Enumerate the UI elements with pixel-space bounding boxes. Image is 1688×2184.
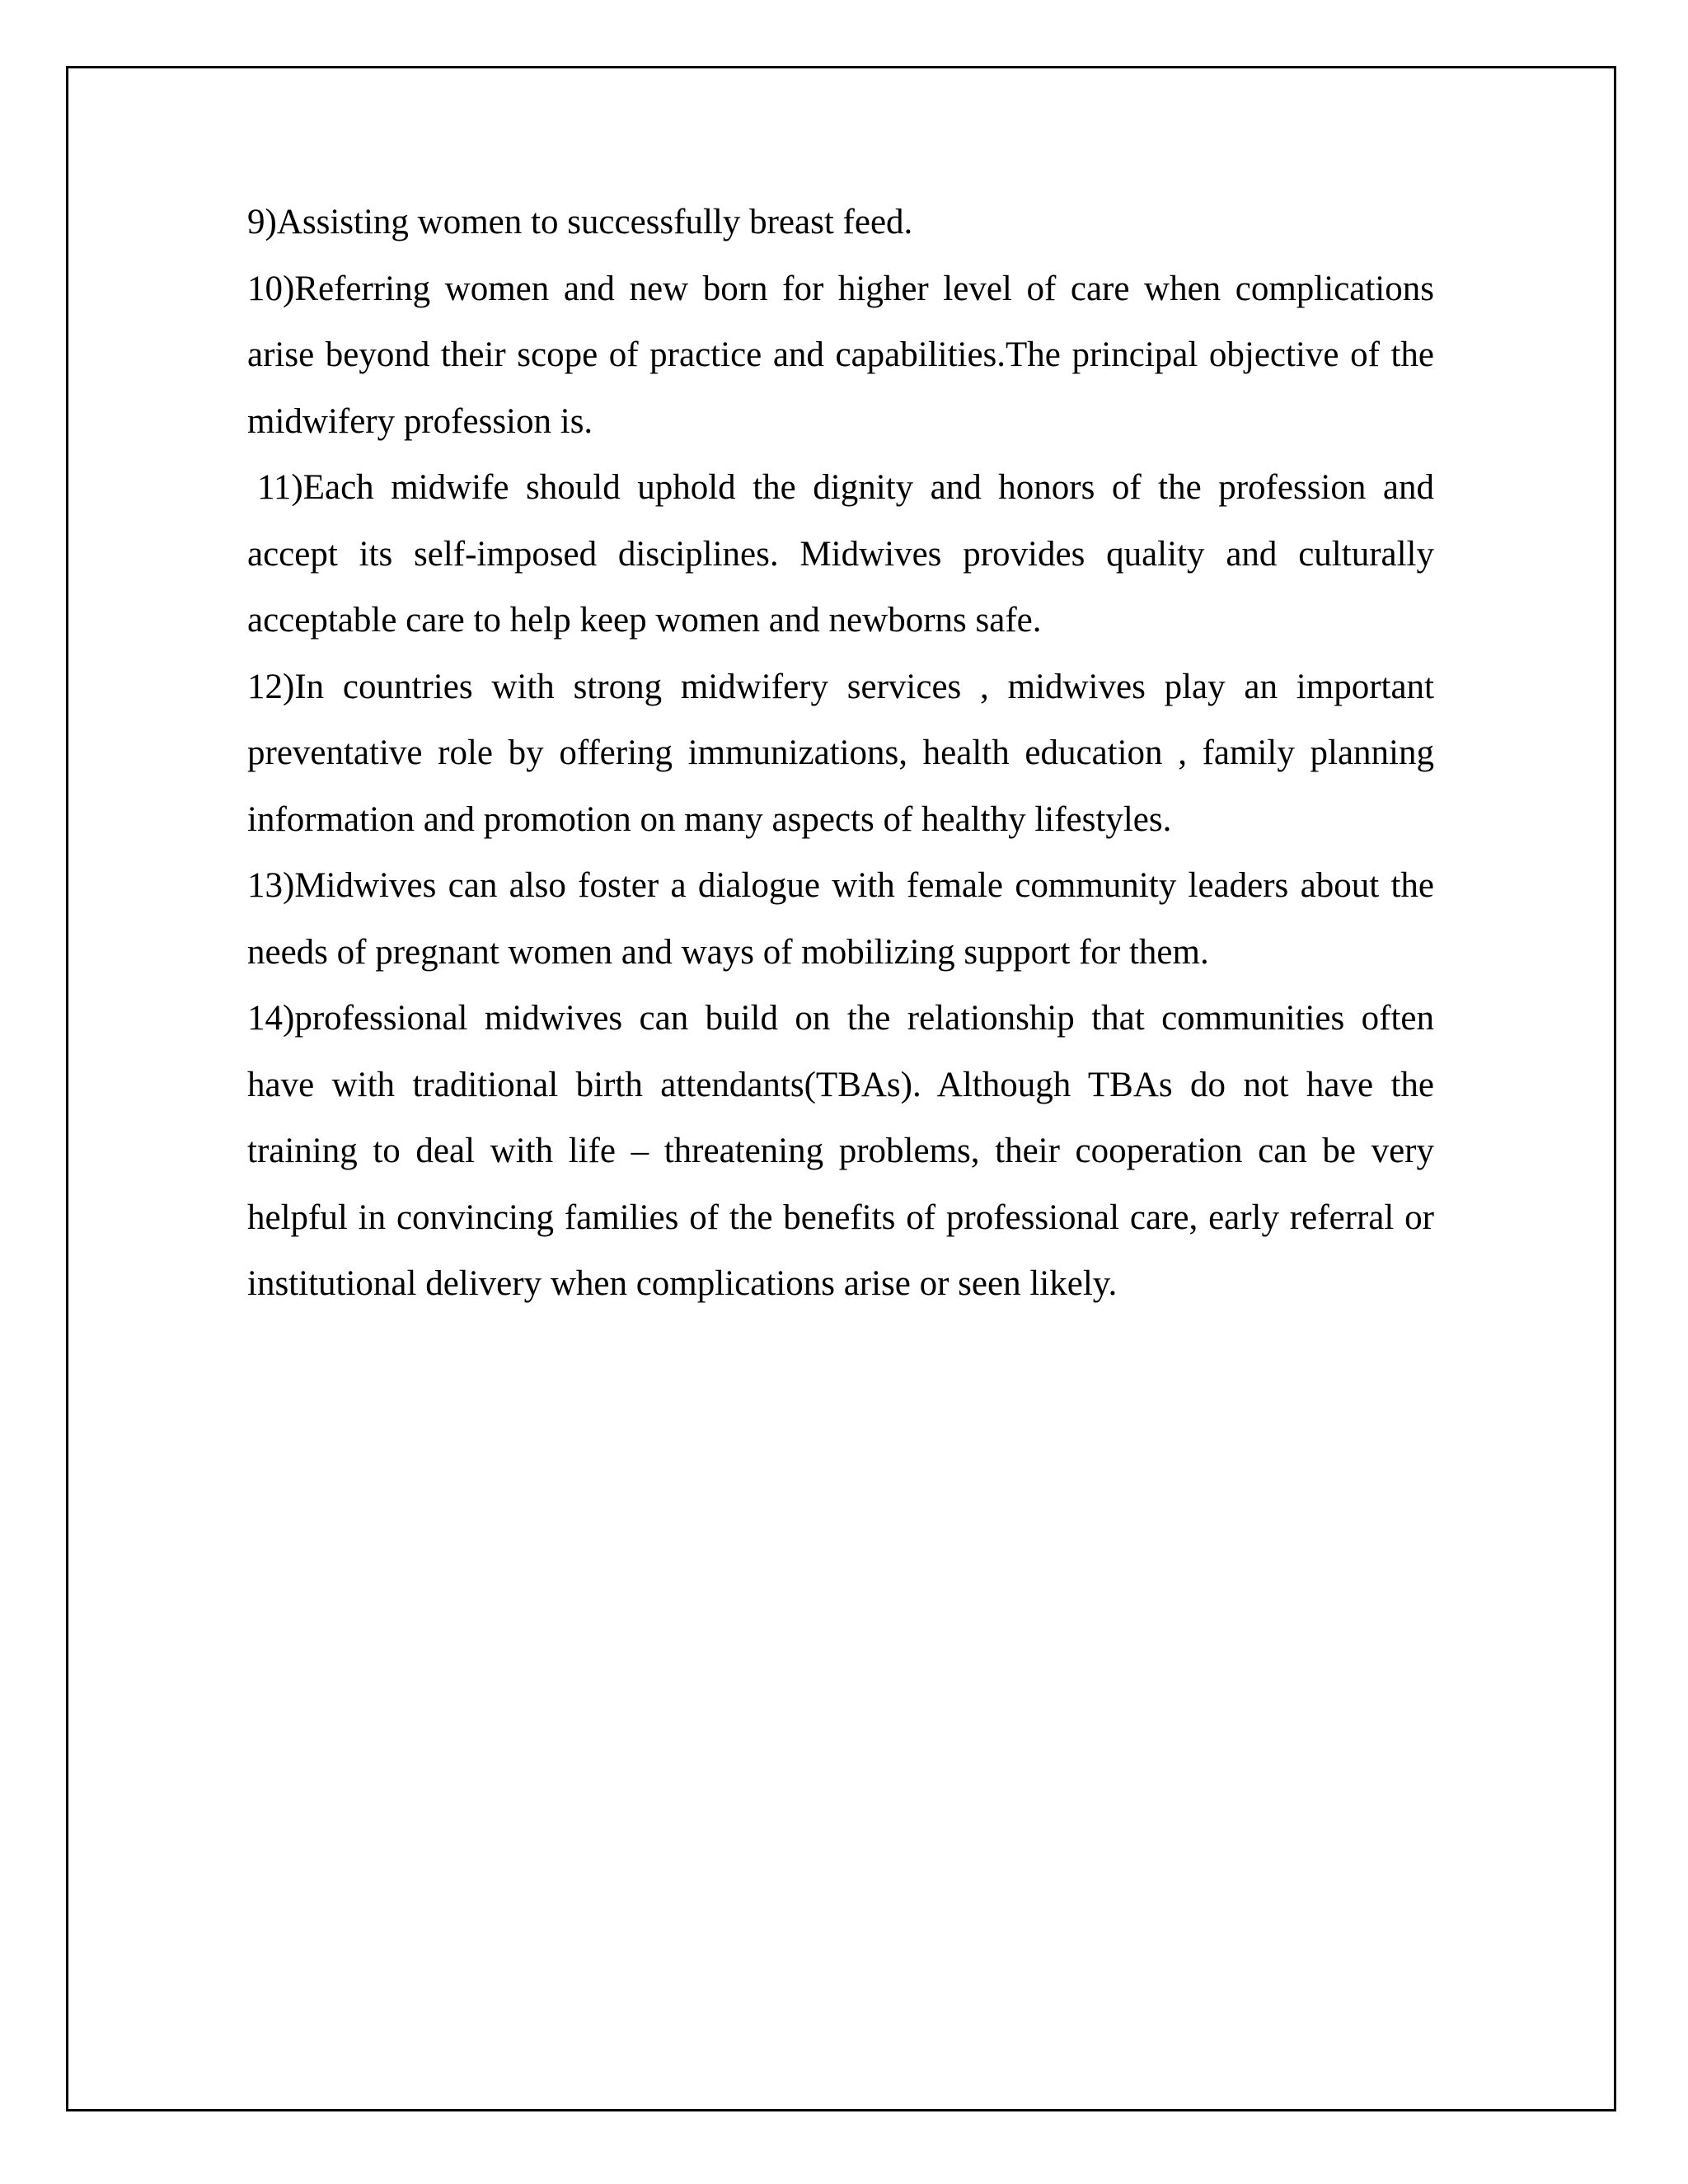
paragraph-item-13: 13)Midwives can also foster a dialogue with female community leaders about the needs of pregnant women and ways of mobilizing support for them.: [247, 866, 1434, 972]
paragraph-item-14: 14)professional midwives can build on the relationship that communities often have with traditional birth attendants(TBAs). Although TBAs do not have the training to deal with life – threatening problems, their cooperation can be very helpful in convincing families of the benefits of professional care, early referral or institutional delivery when complications arise or seen likely.: [247, 999, 1434, 1303]
paragraph-item-11: 11)Each midwife should uphold the dignity and honors of the profession and accept its self-imposed disciplines. Midwives provides quality and culturally acceptable care to help keep women and newborns safe.: [247, 468, 1434, 640]
paragraph-item-9: 9)Assisting women to successfully breast feed.: [247, 203, 913, 241]
paragraph-item-10: 10)Referring women and new born for higher level of care when complications arise beyond their scope of practice and capabilities.The principal objective of the midwifery profession is.: [247, 269, 1434, 441]
document-body: [247, 190, 1434, 1318]
paragraph-item-12: 12)In countries with strong midwifery services , midwives play an important preventative role by offering immunizations, health education , family planning information and promotion on many aspects of healthy lifestyles.: [247, 667, 1434, 839]
